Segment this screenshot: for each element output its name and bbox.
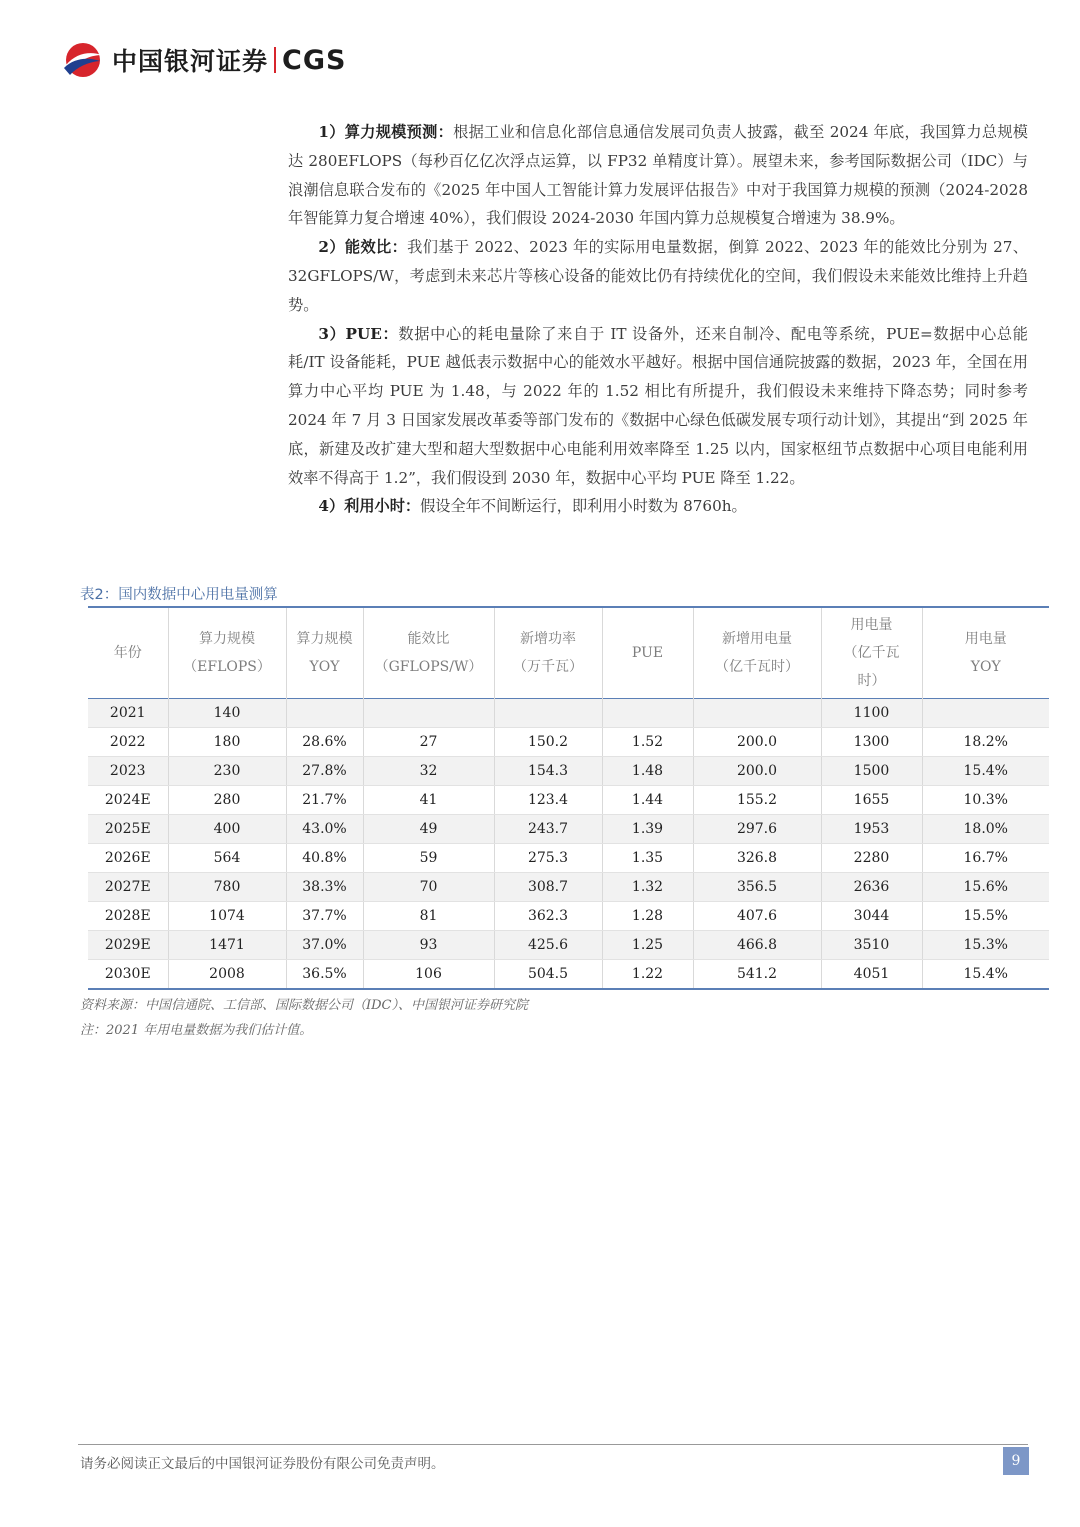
table-cell: 2028E [88,902,168,931]
table-row [88,728,1049,757]
brand-name-en: CGS [282,44,347,76]
table-cell: 1655 [821,786,922,815]
table-cell: 154.3 [494,757,602,786]
table-body [88,699,1049,990]
table-cell: 2024E [88,786,168,815]
table-cell: 2023 [88,757,168,786]
table-row [88,902,1049,931]
table-cell: 1100 [821,699,922,728]
table-cell: 155.2 [693,786,821,815]
table-cell: 1500 [821,757,922,786]
table-cell: 3510 [821,931,922,960]
table-cell: 362.3 [494,902,602,931]
table-cell: 28.6% [286,728,363,757]
table-cell: 27 [363,728,494,757]
table-cell: 15.4% [922,757,1049,786]
column-header: 年份 [88,607,168,699]
table-cell: 21.7% [286,786,363,815]
table-cell: 2280 [821,844,922,873]
table-cell: 43.0% [286,815,363,844]
table-cell: 2030E [88,960,168,990]
table-cell: 1074 [168,902,286,931]
table-cell: 18.0% [922,815,1049,844]
paragraph-lead: 2）能效比： [318,238,408,257]
table-row [88,844,1049,873]
table-cell: 15.5% [922,902,1049,931]
table-cell: 32 [363,757,494,786]
table-cell: 1471 [168,931,286,960]
table-cell: 37.0% [286,931,363,960]
table-row [88,786,1049,815]
table-cell: 4051 [821,960,922,990]
table-cell: 425.6 [494,931,602,960]
table-header-row [88,607,1049,699]
table-cell: 2636 [821,873,922,902]
table-cell: 2029E [88,931,168,960]
table-cell: 2027E [88,873,168,902]
table-cell: 400 [168,815,286,844]
table-cell: 2021 [88,699,168,728]
table-cell: 18.2% [922,728,1049,757]
table-cell [693,699,821,728]
table-cell: 308.7 [494,873,602,902]
table-cell: 466.8 [693,931,821,960]
table-cell [363,699,494,728]
table-cell: 230 [168,757,286,786]
table-cell: 2008 [168,960,286,990]
column-header: 能效比 （GFLOPS/W） [363,607,494,699]
table-cell: 243.7 [494,815,602,844]
table-cell: 356.5 [693,873,821,902]
brand-name-cn: 中国银河证券 [112,47,269,76]
table-cell: 1.48 [602,757,693,786]
table-cell: 275.3 [494,844,602,873]
table-cell: 1.44 [602,786,693,815]
column-header: 新增用电量 （亿千瓦时） [693,607,821,699]
table-cell: 200.0 [693,728,821,757]
table-cell: 504.5 [494,960,602,990]
table-cell: 140 [168,699,286,728]
cgs-logo-icon [62,41,104,79]
table-cell: 1.22 [602,960,693,990]
table-cell: 1.25 [602,931,693,960]
remark-note: 注：2021 年用电量数据为我们估计值。 [80,1023,313,1038]
column-header: 算力规模 （EFLOPS） [168,607,286,699]
table-cell: 541.2 [693,960,821,990]
table-cell: 10.3% [922,786,1049,815]
table-cell [922,699,1049,728]
table-cell: 780 [168,873,286,902]
table-cell: 81 [363,902,494,931]
table-cell: 41 [363,786,494,815]
table-row [88,931,1049,960]
body-text [288,118,1028,521]
table-cell: 15.3% [922,931,1049,960]
table-cell: 2025E [88,815,168,844]
paragraph-text: 数据中心的耗电量除了来自于 IT 设备外，还来自制冷、配电等系统，PUE=数据中心总能耗/IT 设备能耗，PUE 越低表示数据中心的能效水平越好。根据中国信通院披露的数据，2023 年，全国在用算力中心平均 PUE 为 1.48，与 2022 年的 1.52 相比有所提升，我们假设未来维持下降态势；同时参考 2024 年 7 月 3 日国家发展改革委等部门发布的《数据中心绿色低碳发展专项行动计划》，其提出“到 2025 年底，新建及改扩建大型和超大型数据中心电能利用效率降至 1.25 以内，国家枢纽节点数据中心项目电能利用效率不得高于 1.2”，我们假设到 2030 年，数据中心平均 PUE 降至 1.22。 [288,324,1028,487]
footer-disclaimer: 请务必阅读正文最后的中国银河证券股份有限公司免责声明。 [80,1456,445,1472]
table-cell: 40.8% [286,844,363,873]
brand-header [62,40,346,80]
table-cell: 70 [363,873,494,902]
table-cell: 1.39 [602,815,693,844]
table-cell: 1300 [821,728,922,757]
table-row [88,960,1049,990]
paragraph-lead: 4）利用小时： [318,497,421,516]
paragraph-lead: 3）PUE： [318,324,399,343]
table-row [88,757,1049,786]
table-cell: 1.28 [602,902,693,931]
table-cell: 37.7% [286,902,363,931]
table-cell [602,699,693,728]
table-cell [286,699,363,728]
table-cell: 36.5% [286,960,363,990]
table-cell: 280 [168,786,286,815]
table-cell: 106 [363,960,494,990]
paragraph-text: 我们基于 2022、2023 年的实际用电量数据，倒算 2022、2023 年的能效比分别为 27、32GFLOPS/W，考虑到未来芯片等核心设备的能效比仍有持续优化的空间，我们假设未来能效比维持上升趋势。 [288,238,1028,314]
table-row [88,815,1049,844]
table-cell: 15.6% [922,873,1049,902]
column-header: PUE [602,607,693,699]
table-cell: 1953 [821,815,922,844]
paragraph-pue [288,320,1028,493]
paragraph-lead: 1）算力规模预测： [318,123,454,141]
table-cell: 59 [363,844,494,873]
table-cell: 16.7% [922,844,1049,873]
column-header: 算力规模 YOY [286,607,363,699]
table-cell: 1.32 [602,873,693,902]
table-cell: 2026E [88,844,168,873]
page-number: 9 [1003,1447,1029,1475]
table-cell: 15.4% [922,960,1049,990]
table-row [88,873,1049,902]
table-cell: 1.35 [602,844,693,873]
table-cell: 297.6 [693,815,821,844]
table-cell: 2022 [88,728,168,757]
table-cell: 326.8 [693,844,821,873]
brand-divider [274,47,276,73]
table-cell: 123.4 [494,786,602,815]
table-cell: 49 [363,815,494,844]
table-cell: 3044 [821,902,922,931]
table-cell: 407.6 [693,902,821,931]
column-header: 用电量 （亿千瓦 时） [821,607,922,699]
table-title: 表2：国内数据中心用电量测算 [80,587,278,603]
table-cell: 27.8% [286,757,363,786]
footer-divider [78,1444,1028,1445]
table-row [88,699,1049,728]
table-cell: 564 [168,844,286,873]
paragraph-compute-scale [288,118,1028,233]
paragraph-efficiency [288,233,1028,319]
paragraph-hours [288,492,1028,521]
paragraph-text: 根据工业和信息化部信息通信发展司负责人披露，截至 2024 年底，我国算力总规模达 280EFLOPS（每秒百亿亿次浮点运算，以 FP32 单精度计算）。展望未来，参考国际数据公司（IDC）与浪潮信息联合发布的《2025 年中国人工智能计算力发展评估报告》中对于我国算力规模的预测（2024-2028 年智能算力复合增速 40%），我们假设 2024-2030 年国内算力总规模复合增速为 38.9%。 [288,123,1028,228]
table-cell [494,699,602,728]
power-consumption-table [88,606,1049,990]
column-header: 新增功率 （万千瓦） [494,607,602,699]
source-note: 资料来源：中国信通院、工信部、国际数据公司（IDC）、中国银河证券研究院 [80,998,529,1013]
table-cell: 93 [363,931,494,960]
table-cell: 200.0 [693,757,821,786]
table-cell: 180 [168,728,286,757]
column-header: 用电量 YOY [964,631,1007,675]
table-cell: 150.2 [494,728,602,757]
table-cell: 1.52 [602,728,693,757]
table-cell: 38.3% [286,873,363,902]
paragraph-text: 假设全年不间断运行，即利用小时数为 8760h。 [420,497,747,516]
